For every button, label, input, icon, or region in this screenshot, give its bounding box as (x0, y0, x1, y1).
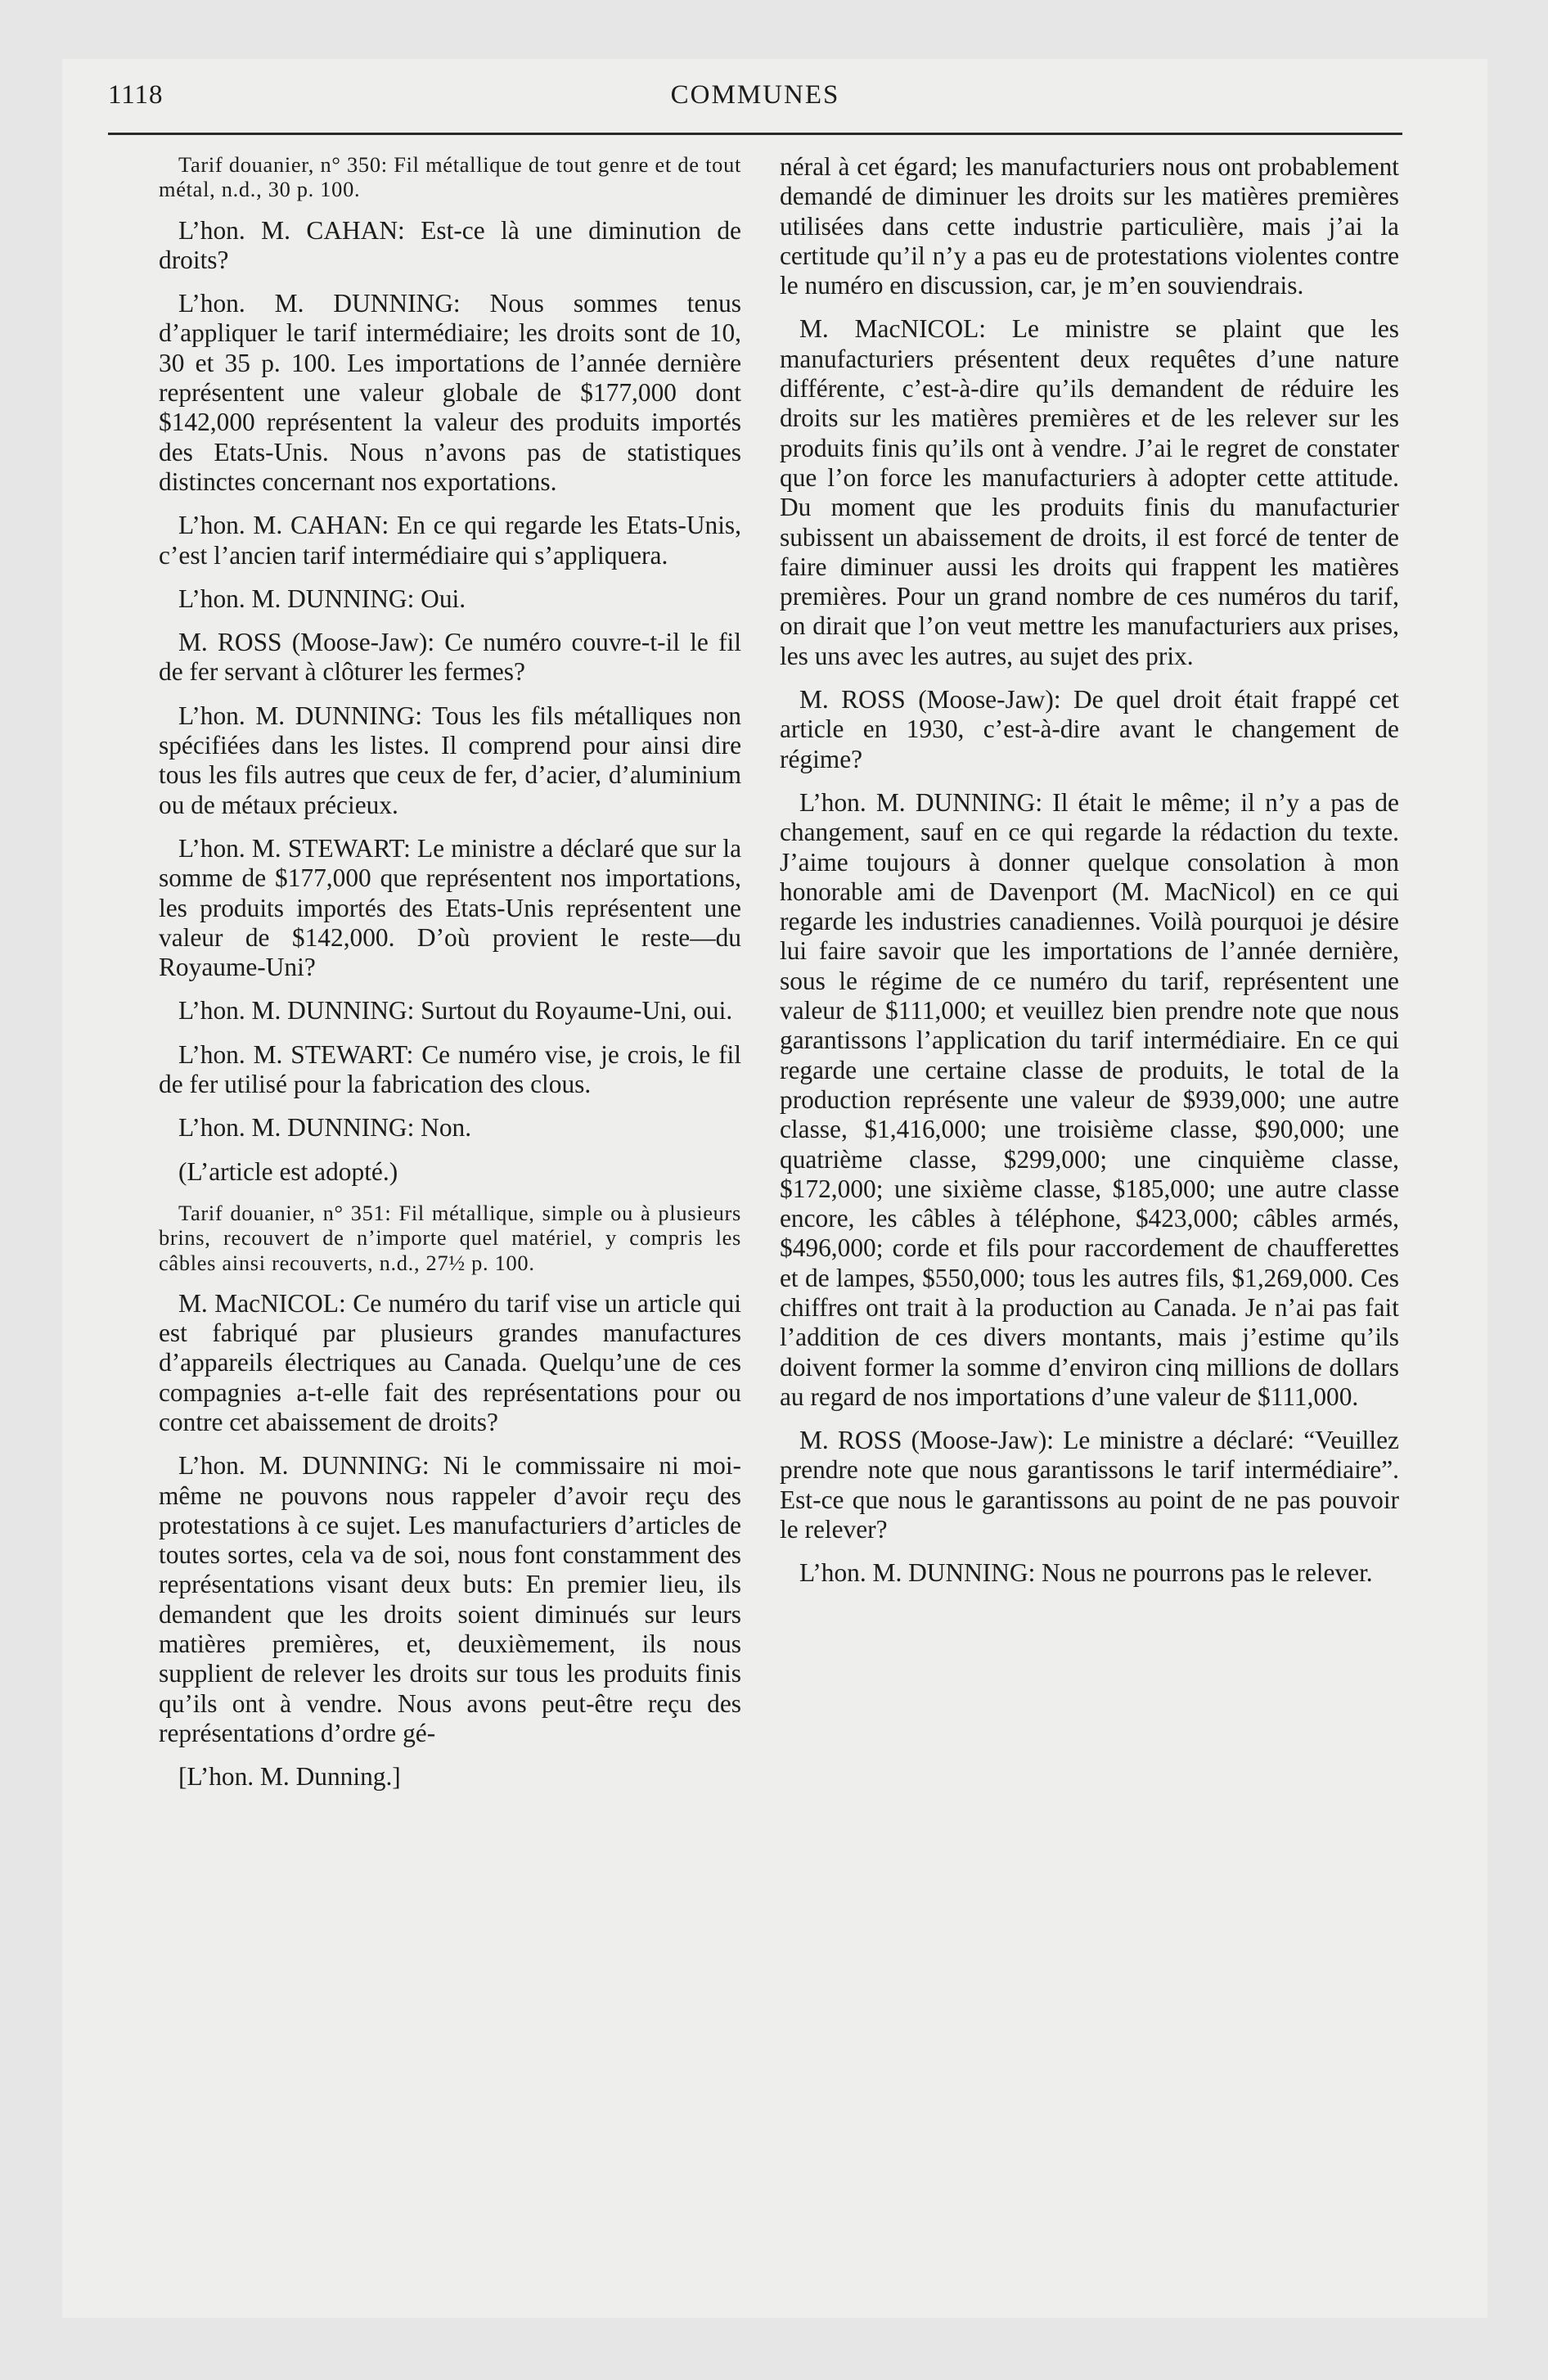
left-column (159, 152, 741, 1806)
dunning-7: L’hon. M. DUNNING: Il était le même; il n’y a pas de changement, sauf en ce qui regarde la rédaction du texte. J’aime toujours à donner quelque consolation à mon honorable ami de Davenport (M. MacNicol) en ce qui regarde les industries canadiennes. Voilà pourquoi je désire lui faire savoir que les importations de l’année dernière, sous le régime de ce numéro du tarif, représentent une valeur de $111,000; et veuillez bien prendre note que nous garantissons l’application du tarif intermédiaire. En ce qui regarde une certaine classe de produits, le total de la production représente une valeur de $939,000; une autre classe, $1,416,000; une troisième classe, $90,000; une quatrième classe, $299,000; une cinquième classe, $172,000; une sixième classe, $185,000; une autre classe encore, les câbles à téléphone, $423,000; câbles armés, $496,000; corde et fils pour raccordement de chaufferettes et de lampes, $550,000; tous les autres fils, $1,269,000. Ces chiffres ont trait à la production au Canada. Je n’ai pas fait l’addition de ces divers montants, mais j’estime qu’ils doivent former la somme d’environ cinq millions de dollars au regard de nos importations d’une valeur de $111,000. (780, 787, 1399, 1411)
ross-2: M. ROSS (Moose-Jaw): De quel droit était frappé cet article en 1930, c’est-à-dire avant le changement de régime? (780, 685, 1399, 773)
ross-3: M. ROSS (Moose-Jaw): Le ministre a déclaré: “Veuillez prendre note que nous garantissons le tarif intermédiaire”. Est-ce que nous le garantissons au point de ne pas pouvoir le relever? (780, 1426, 1399, 1544)
dunning-6-cont: néral à cet égard; les manufacturiers nous ont probablement demandé de diminuer les droits sur les matières premières utilisées dans cette industrie particulière, mais j’ai la certitude qu’il n’y a pas eu de protestations violentes contre le numéro en discussion, car, je m’en souviendrais. (780, 152, 1399, 300)
adopted: (L’article est adopté.) (178, 1156, 398, 1186)
speaker-note: [L’hon. M. Dunning.] (178, 1762, 401, 1792)
dunning-5: L’hon. M. DUNNING: Non. (178, 1113, 472, 1143)
macnicol-1: M. MacNICOL: Ce numéro du tarif vise un article qui est fabriqué par plusieurs grandes manufactures d’appareils électriques au Canada. Quelqu’une de ces compagnies a-t-elle fait des représentations pour ou contre cet abaissement de droits? (159, 1288, 741, 1436)
running-title: COMMUNES (670, 80, 840, 110)
right-column (780, 152, 1399, 1602)
dunning-4: L’hon. M. DUNNING: Surtout du Royaume-Uni, oui. (178, 996, 733, 1025)
dunning-8: L’hon. M. DUNNING: Nous ne pourrons pas le relever. (799, 1558, 1373, 1588)
cahan-1: L’hon. M. CAHAN: Est-ce là une diminution de droits? (159, 215, 741, 274)
cahan-2: L’hon. M. CAHAN: En ce qui regarde les Etats-Unis, c’est l’ancien tarif intermédiaire qui s’appliquera. (159, 511, 741, 570)
dunning-2: L’hon. M. DUNNING: Oui. (178, 584, 466, 613)
stewart-2: L’hon. M. STEWART: Ce numéro vise, je crois, le fil de fer utilisé pour la fabrication des clous. (159, 1039, 741, 1099)
macnicol-2: M. MacNICOL: Le ministre se plaint que les manufacturiers présentent deux requêtes d’une nature différente, c’est-à-dire qu’ils demandent de réduire les droits sur les matières premières et de les relever sur les produits finis qu’ils ont à vendre. J’ai le regret de constater que l’on force les manufacturiers à adopter cette attitude. Du moment que les produits finis du manufacturier subissent un abaissement de droits, il est forcé de tenter de faire diminuer aussi les droits qui frappent les matières premières. Pour un grand nombre de ces numéros du tarif, on dirait que l’on veut mettre les manufacturiers aux prises, les uns avec les autres, au sujet des prix. (780, 314, 1399, 670)
tariff-item-350: Tarif douanier, n° 350: Fil métallique de tout genre et de tout métal, n.d., 30 p. 100. (159, 152, 741, 202)
ross-1: M. ROSS (Moose-Jaw): Ce numéro couvre-t-il le fil de fer servant à clôturer les fermes? (159, 628, 741, 687)
stewart-1: L’hon. M. STEWART: Le ministre a déclaré que sur la somme de $177,000 que représentent nos importations, les produits importés des Etats-Unis représentent une valeur de $142,000. D’où provient le reste—du Royaume-Uni? (159, 833, 741, 982)
dunning-6: L’hon. M. DUNNING: Ni le commissaire ni moi-même ne pouvons nous rappeler d’avoir reçu des protestations à ce sujet. Les manufacturiers d’articles de toutes sortes, cela va de soi, nous font constamment des représentations visant deux buts: En premier lieu, ils demandent que les droits soient diminués sur leurs matières premières, et, deuxièmement, ils nous supplient de relever les droits sur tous les produits finis qu’ils ont à vendre. Nous avons peut-être reçu des représentations d’ordre gé- (159, 1451, 741, 1747)
dunning-1: L’hon. M. DUNNING: Nous sommes tenus d’appliquer le tarif intermédiaire; les droits sont de 10, 30 et 35 p. 100. Les importations de l’année dernière représentent une valeur globale de $177,000 dont $142,000 représentent la valeur des produits importés des Etats-Unis. Nous n’avons pas de statistiques distinctes concernant nos exportations. (159, 289, 741, 496)
header-rule (108, 133, 1402, 135)
page-number: 1118 (108, 80, 164, 110)
page-header (108, 80, 1402, 119)
dunning-3: L’hon. M. DUNNING: Tous les fils métalliques non spécifiées dans les listes. Il comprend pour ainsi dire tous les fils autres que ceux de fer, d’acier, d’aluminium ou de métaux précieux. (159, 701, 741, 819)
tariff-item-351: Tarif douanier, n° 351: Fil métallique, simple ou à plusieurs brins, recouvert de n’importe quel matériel, y compris les câbles ainsi recouverts, n.d., 27½ p. 100. (159, 1200, 741, 1275)
